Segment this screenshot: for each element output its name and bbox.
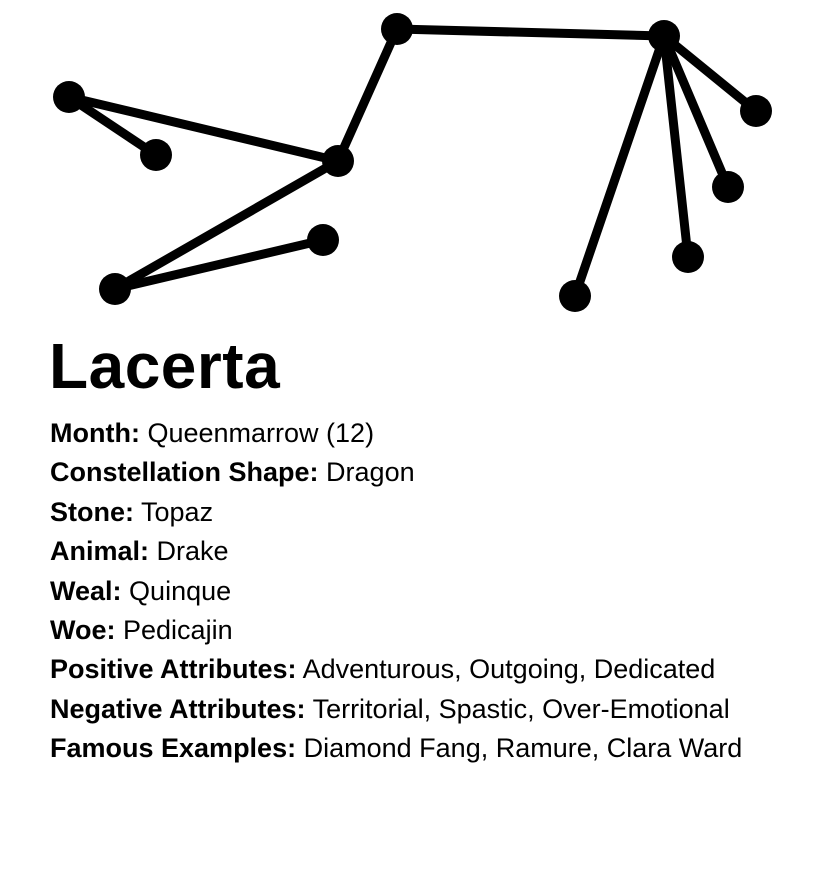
fact-value: Dragon [326, 457, 415, 488]
star-dot [381, 13, 413, 45]
facts-list [50, 414, 770, 769]
fact-famous-examples [50, 729, 770, 768]
fact-label: Constellation Shape: [50, 457, 319, 488]
star-dot [53, 81, 85, 113]
fact-positive-attributes [50, 650, 770, 689]
fact-label: Famous Examples: [50, 733, 297, 764]
star-dot [322, 145, 354, 177]
fact-woe [50, 611, 770, 650]
fact-weal [50, 572, 770, 611]
fact-value: Adventurous, Outgoing, Dedicated [302, 654, 716, 685]
star-dot [140, 139, 172, 171]
fact-negative-attributes [50, 690, 770, 729]
constellation-line [115, 240, 323, 289]
star-dot [559, 280, 591, 312]
fact-value: Queenmarrow (12) [147, 418, 375, 448]
constellation-title: Lacerta [49, 330, 281, 402]
star-dot [712, 171, 744, 203]
fact-value: Topaz [141, 496, 214, 527]
fact-label: Stone: [50, 496, 134, 527]
fact-label: Month: [50, 418, 140, 448]
constellation-line [575, 36, 664, 296]
fact-label: Negative Attributes: [50, 693, 306, 724]
fact-label: Woe: [50, 615, 116, 646]
fact-value: Pedicajin [123, 615, 233, 646]
constellation-diagram [0, 0, 826, 330]
star-dot [648, 20, 680, 52]
constellation-line [115, 161, 338, 289]
fact-month [50, 414, 770, 453]
fact-label: Animal: [50, 536, 150, 567]
star-dot [740, 95, 772, 127]
fact-stone [50, 493, 770, 532]
fact-label: Positive Attributes: [50, 654, 297, 685]
constellation-line [397, 29, 664, 36]
fact-animal [50, 532, 770, 571]
fact-value: Drake [156, 536, 229, 567]
fact-value: Territorial, Spastic, Over-Emotional [312, 693, 730, 724]
fact-value: Diamond Fang, Ramure, Clara Ward [303, 733, 743, 764]
star-dot [99, 273, 131, 305]
constellation-line [338, 29, 397, 161]
fact-label: Weal: [50, 575, 122, 606]
fact-value: Quinque [129, 575, 232, 606]
fact-constellation-shape [50, 453, 770, 492]
star-dot [307, 224, 339, 256]
star-dot [672, 241, 704, 273]
